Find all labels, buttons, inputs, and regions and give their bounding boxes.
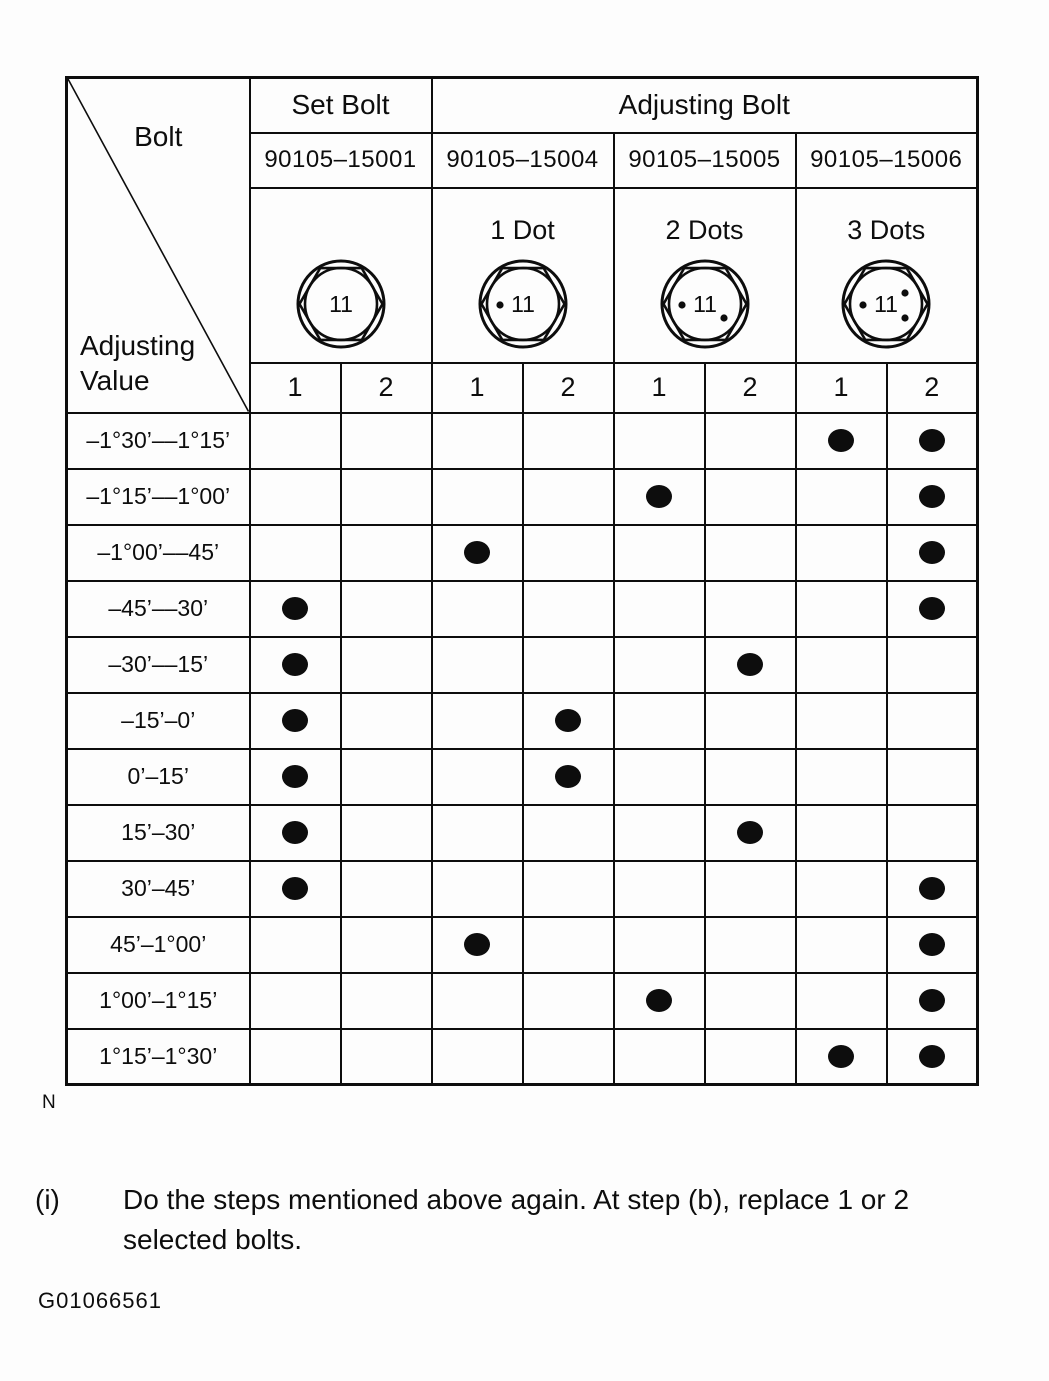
bolt-empty-cell — [341, 693, 432, 749]
bolt-empty-cell — [796, 805, 887, 861]
bolt-empty-cell — [887, 749, 978, 805]
bolt-empty-cell — [614, 525, 705, 581]
adjusting-value-label: –30’––15’ — [67, 637, 250, 693]
selection-dot — [828, 429, 854, 452]
bolt-selected-cell — [523, 749, 614, 805]
bolt-illustration-cell — [432, 188, 614, 363]
table-row — [67, 805, 978, 861]
bolt-selected-cell — [250, 693, 341, 749]
table-row — [67, 749, 978, 805]
bolt-selected-cell — [250, 861, 341, 917]
bolt-empty-cell — [796, 525, 887, 581]
bolt-selected-cell — [887, 973, 978, 1029]
bolt-selected-cell — [887, 581, 978, 637]
sub-column-header: 1 — [796, 363, 887, 413]
bolt-empty-cell — [705, 973, 796, 1029]
bolt-empty-cell — [432, 861, 523, 917]
corner-label-bolt: Bolt — [134, 121, 183, 152]
bolt-empty-cell — [705, 413, 796, 469]
bolt-empty-cell — [523, 581, 614, 637]
bolt-empty-cell — [796, 637, 887, 693]
selection-dot — [737, 653, 763, 676]
part-number-cell: 90105–15005 — [614, 133, 796, 188]
bolt-empty-cell — [523, 973, 614, 1029]
bolt-selected-cell — [250, 749, 341, 805]
selection-dot — [282, 597, 308, 620]
figure-id: G01066561 — [38, 1288, 162, 1313]
adjusting-value-label: 30’–45’ — [67, 861, 250, 917]
bolt-selected-cell — [250, 637, 341, 693]
bolt-empty-cell — [432, 749, 523, 805]
bolt-empty-cell — [796, 693, 887, 749]
bolt-selected-cell — [887, 1029, 978, 1085]
adjusting-value-label: 45’–1°00’ — [67, 917, 250, 973]
bolt-empty-cell — [796, 581, 887, 637]
bolt-empty-cell — [432, 805, 523, 861]
bolt-empty-cell — [341, 469, 432, 525]
bolt-empty-cell — [614, 861, 705, 917]
bolt-empty-cell — [887, 805, 978, 861]
bolt-empty-cell — [250, 413, 341, 469]
selection-dot — [282, 821, 308, 844]
selection-dot — [282, 709, 308, 732]
bolt-selected-cell — [887, 861, 978, 917]
bolt-selected-cell — [887, 917, 978, 973]
corner-header-cell — [67, 78, 250, 413]
bolt-selected-cell — [614, 469, 705, 525]
svg-text:11: 11 — [328, 290, 353, 317]
bolt-empty-cell — [614, 581, 705, 637]
selection-dot — [282, 653, 308, 676]
sub-column-header: 2 — [705, 363, 796, 413]
table-row — [67, 693, 978, 749]
bolt-empty-cell — [523, 917, 614, 973]
bolt-selected-cell — [887, 413, 978, 469]
group-header-adjusting-bolt: Adjusting Bolt — [432, 78, 978, 133]
bolt-empty-cell — [432, 637, 523, 693]
corner-label-adjusting-value: Adjusting Value — [80, 329, 196, 396]
selection-dot — [919, 989, 945, 1012]
bolt-empty-cell — [523, 637, 614, 693]
bolt-empty-cell — [341, 525, 432, 581]
bolt-empty-cell — [341, 581, 432, 637]
selection-dot — [919, 1045, 945, 1068]
selection-dot — [919, 429, 945, 452]
table-row — [67, 973, 978, 1029]
selection-dot — [464, 541, 490, 564]
bolt-selection-table — [65, 76, 979, 1086]
bolt-selected-cell — [432, 525, 523, 581]
part-number-cell: 90105–15004 — [432, 133, 614, 188]
selection-dot — [464, 933, 490, 956]
bolt-empty-cell — [341, 973, 432, 1029]
bolt-empty-cell — [705, 749, 796, 805]
bolt-empty-cell — [796, 973, 887, 1029]
adjusting-value-label: 1°15’–1°30’ — [67, 1029, 250, 1085]
adjusting-value-label: 1°00’–1°15’ — [67, 973, 250, 1029]
bolt-empty-cell — [796, 749, 887, 805]
bolt-empty-cell — [432, 1029, 523, 1085]
selection-dot — [919, 597, 945, 620]
bolt-empty-cell — [705, 861, 796, 917]
bolt-empty-cell — [523, 1029, 614, 1085]
bolt-empty-cell — [614, 749, 705, 805]
selection-dot — [919, 485, 945, 508]
dot-count-label: 3 Dots — [847, 215, 926, 245]
adjusting-value-label: –45’––30’ — [67, 581, 250, 637]
bolt-empty-cell — [250, 469, 341, 525]
note-index: (i) — [35, 1184, 60, 1215]
table-row — [67, 413, 978, 469]
bolt-empty-cell — [432, 469, 523, 525]
bolt-empty-cell — [523, 861, 614, 917]
sub-column-header: 1 — [250, 363, 341, 413]
bolt-empty-cell — [796, 861, 887, 917]
bolt-empty-cell — [705, 1029, 796, 1085]
bolt-empty-cell — [705, 917, 796, 973]
selection-dot — [828, 1045, 854, 1068]
bolt-empty-cell — [250, 525, 341, 581]
bolt-selected-cell — [705, 637, 796, 693]
bolt-empty-cell — [705, 469, 796, 525]
selection-dot — [919, 933, 945, 956]
bolt-empty-cell — [887, 693, 978, 749]
bolt-illustration-cell — [250, 188, 432, 363]
bolt-empty-cell — [341, 413, 432, 469]
table-row — [67, 917, 978, 973]
svg-text:11: 11 — [874, 290, 899, 317]
set-bolt-head-icon — [294, 257, 388, 351]
bolt-empty-cell — [523, 525, 614, 581]
group-header-row — [67, 78, 978, 133]
bolt-empty-cell — [614, 1029, 705, 1085]
svg-text:11: 11 — [692, 290, 717, 317]
adjusting-value-label: 0’–15’ — [67, 749, 250, 805]
table-row — [67, 469, 978, 525]
dot-count-label: 2 Dots — [665, 215, 744, 245]
bolt-selected-cell — [250, 581, 341, 637]
bolt-empty-cell — [341, 861, 432, 917]
selection-dot — [555, 709, 581, 732]
bolt-empty-cell — [614, 693, 705, 749]
bolt-empty-cell — [614, 413, 705, 469]
footnote-marker: N — [42, 1092, 56, 1113]
two-dots-bolt-head-icon — [658, 257, 752, 351]
selection-dot — [919, 877, 945, 900]
adjusting-value-label: 15’–30’ — [67, 805, 250, 861]
bolt-empty-cell — [705, 525, 796, 581]
bolt-empty-cell — [796, 469, 887, 525]
selection-dot — [555, 765, 581, 788]
selection-dot — [919, 541, 945, 564]
bolt-selected-cell — [523, 693, 614, 749]
adjusting-value-label: –1°00’––45’ — [67, 525, 250, 581]
selection-dot — [282, 877, 308, 900]
bolt-empty-cell — [614, 917, 705, 973]
note-text: Do the steps mentioned above again. At step (b), replace 1 or 2 selected bolts. — [123, 1184, 910, 1255]
bolt-empty-cell — [341, 805, 432, 861]
adjusting-value-label: –15’–0’ — [67, 693, 250, 749]
bolt-selected-cell — [250, 805, 341, 861]
bolt-empty-cell — [614, 805, 705, 861]
selection-dot — [646, 485, 672, 508]
group-header-set-bolt: Set Bolt — [250, 78, 432, 133]
bolt-empty-cell — [432, 413, 523, 469]
bolt-selected-cell — [887, 525, 978, 581]
part-number-cell: 90105–15001 — [250, 133, 432, 188]
table-row — [67, 637, 978, 693]
bolt-empty-cell — [341, 749, 432, 805]
bolt-empty-cell — [887, 637, 978, 693]
bolt-empty-cell — [432, 581, 523, 637]
bolt-illustration-cell — [796, 188, 978, 363]
bolt-empty-cell — [432, 973, 523, 1029]
selection-dot — [737, 821, 763, 844]
sub-column-header: 2 — [523, 363, 614, 413]
bolt-empty-cell — [523, 413, 614, 469]
bolt-empty-cell — [341, 1029, 432, 1085]
bolt-empty-cell — [523, 469, 614, 525]
bolt-empty-cell — [250, 1029, 341, 1085]
bolt-selected-cell — [796, 1029, 887, 1085]
bolt-empty-cell — [250, 917, 341, 973]
bolt-selected-cell — [432, 917, 523, 973]
adjusting-value-label: –1°15’––1°00’ — [67, 469, 250, 525]
bolt-selected-cell — [705, 805, 796, 861]
bolt-empty-cell — [614, 637, 705, 693]
sub-column-header: 2 — [887, 363, 978, 413]
sub-column-header: 1 — [432, 363, 523, 413]
bolt-empty-cell — [705, 693, 796, 749]
bolt-empty-cell — [250, 973, 341, 1029]
bolt-illustration-cell — [614, 188, 796, 363]
one-dot-bolt-head-icon — [476, 257, 570, 351]
bolt-empty-cell — [341, 917, 432, 973]
dot-count-label: 1 Dot — [490, 215, 555, 245]
three-dots-bolt-head-icon — [839, 257, 933, 351]
bolt-selected-cell — [796, 413, 887, 469]
svg-text:11: 11 — [510, 290, 535, 317]
adjusting-value-label: –1°30’––1°15’ — [67, 413, 250, 469]
bolt-empty-cell — [432, 693, 523, 749]
selection-dot — [646, 989, 672, 1012]
table-row — [67, 1029, 978, 1085]
selection-dot — [282, 765, 308, 788]
table-row — [67, 861, 978, 917]
bolt-empty-cell — [523, 805, 614, 861]
sub-column-header: 1 — [614, 363, 705, 413]
part-number-cell: 90105–15006 — [796, 133, 978, 188]
table-row — [67, 525, 978, 581]
bolt-empty-cell — [705, 581, 796, 637]
bolt-empty-cell — [341, 637, 432, 693]
bolt-selected-cell — [887, 469, 978, 525]
instruction-note — [35, 1180, 953, 1260]
bolt-selected-cell — [614, 973, 705, 1029]
sub-column-header: 2 — [341, 363, 432, 413]
bolt-empty-cell — [796, 917, 887, 973]
table-row — [67, 581, 978, 637]
